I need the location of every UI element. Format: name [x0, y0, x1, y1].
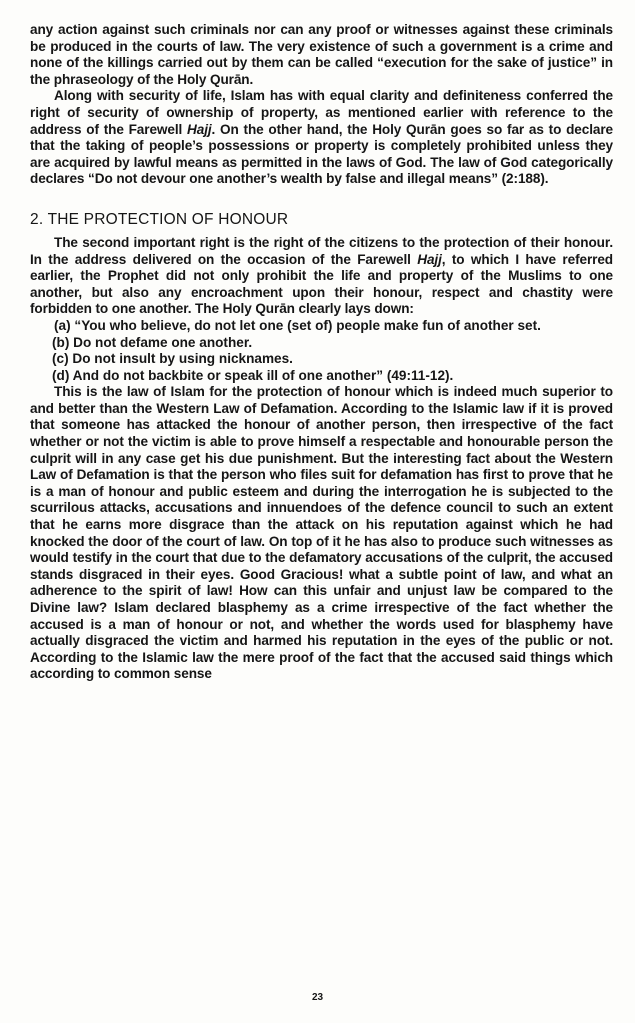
hajj-term-2: Hajj [417, 251, 442, 267]
intro-text-start: The second important right is the right of the citizens to the protection of their honour. In the address delivered on the occasion of the Farewell [30, 234, 613, 267]
paragraph-criminals: any action against such criminals nor can any proof or witnesses against these criminals be produced in the courts of law. The very existence of such a government is a crime and none of the killings carried out by them can be called “execution for the sake of justice” in the phraseology of the Holy Qurān. [30, 22, 613, 87]
paragraph-honour-intro [30, 235, 613, 318]
paragraph-defamation: This is the law of Islam for the protection of honour which is indeed much superior to and better than the Western Law of Defamation. According to the Islamic law if it is proved that someone has attacked the honour of another person, then irrespective of the fact whether or not the victim is able to prove himself a respectable and honourable person the culprit will in any case get his due punishment. But the interesting fact about the Western Law of Defamation is that the person who files suit for defamation has first to prove that he is a man of honour and public esteem and during the interrogation he is subjected to the scurrilous attacks, accusations and innuendoes of the defence council to such an extent that he earns more disgrace than the attack on his reputation against which he had knocked the door of the court of law. On top of it he has also to produce such witnesses as would testify in the court that due to the defamatory accusations of the culprit, the accused stands disgraced in their eyes. Good Gracious! what a subtle point of law, and what an adherence to the spirit of law! How can this unfair and unjust law be compared to the Divine law? Islam declared blasphemy as a crime irrespective of the fact whether the accused is a man of honour or not, and whether the words used for blasphemy have actually disgraced the victim and harmed his reputation in the eyes of the public or not. According to the Islamic law the mere proof of the fact that the accused said things which according to common sense [30, 384, 613, 682]
section-number: 2. [30, 210, 44, 228]
section-title: THE PROTECTION OF HONOUR [47, 210, 289, 228]
quote-d: (d) And do not backbite or speak ill of one another” (49:11-12). [52, 367, 454, 383]
intro-text-end: , to which I have referred earlier, the Prophet did not only prohibit the life and property of the Muslims to one another, but also any encroachment upon their honour, respect and chastity were forbidden to one another. The Holy Qurān clearly lays down: [30, 251, 613, 317]
section-heading [30, 210, 613, 229]
quote-c: (c) Do not insult by using nicknames. [52, 351, 293, 367]
property-text-start: Along with security of life, Islam has with equal clarity and definiteness conferred the right of security of ownership of property, as mentioned earlier with reference to the address of the Farewell [30, 88, 613, 137]
paragraph-property [30, 88, 613, 188]
hajj-term: Hajj [187, 121, 212, 137]
property-text-end: . On the other hand, the Holy Qurān goes so far as to declare that the taking of people’s possessions or property is completely prohibited unless they are acquired by lawful means as permitted in the laws of God. The law of God categorically declares “Do not devour one another’s wealth by false and illegal means” (2:188). [30, 121, 614, 187]
quote-b: (b) Do not defame one another. [52, 334, 253, 350]
page-number: 23 [311, 992, 324, 1003]
quote-a: (a) “You who believe, do not let one (set of) people make fun of another set. [54, 317, 541, 333]
